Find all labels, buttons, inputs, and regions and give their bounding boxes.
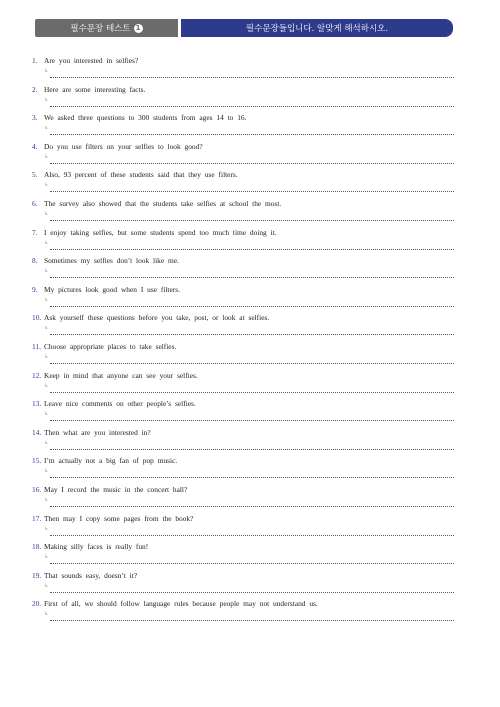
- question-number: 12.: [32, 370, 42, 380]
- answer-arrow-icon: ↳: [44, 582, 49, 589]
- question-item: [32, 570, 454, 599]
- question-text: First of all, we should follow language rules because people may not understand us.: [44, 599, 318, 609]
- question-line: [32, 141, 454, 153]
- question-number: 19.: [32, 570, 42, 580]
- dotted-answer-rule: [50, 506, 454, 507]
- answer-line[interactable]: [44, 610, 454, 621]
- question-item: [32, 227, 454, 256]
- question-text: I’m actually not a big fan of pop music.: [44, 456, 178, 466]
- answer-arrow-icon: ↳: [44, 468, 49, 475]
- dotted-answer-rule: [50, 592, 454, 593]
- answer-arrow-icon: ↳: [44, 496, 49, 503]
- question-line: [32, 341, 454, 353]
- question-number: 14.: [32, 427, 42, 437]
- answer-line[interactable]: [44, 496, 454, 507]
- answer-arrow-icon: ↳: [44, 554, 49, 561]
- question-line: [32, 255, 454, 267]
- question-line: [32, 513, 454, 525]
- question-item: [32, 341, 454, 370]
- answer-line[interactable]: [44, 324, 454, 335]
- question-line: [32, 598, 454, 610]
- question-line: [32, 484, 454, 496]
- dotted-answer-rule: [50, 535, 454, 536]
- dotted-answer-rule: [50, 420, 454, 421]
- dotted-answer-rule: [50, 277, 454, 278]
- answer-arrow-icon: ↳: [44, 439, 49, 446]
- question-line: [32, 169, 454, 181]
- answer-line[interactable]: [44, 239, 454, 250]
- question-number: 5.: [32, 170, 38, 180]
- answer-arrow-icon: ↳: [44, 182, 49, 189]
- question-list: [32, 55, 454, 627]
- question-text: We asked three questions to 300 students from ages 14 to 16.: [44, 113, 247, 123]
- answer-arrow-icon: ↳: [44, 268, 49, 275]
- question-number: 15.: [32, 456, 42, 466]
- question-item: [32, 398, 454, 427]
- question-number: 7.: [32, 227, 38, 237]
- question-line: [32, 427, 454, 439]
- question-line: [32, 370, 454, 382]
- answer-line[interactable]: [44, 153, 454, 164]
- dotted-answer-rule: [50, 134, 454, 135]
- dotted-answer-rule: [50, 477, 454, 478]
- answer-line[interactable]: [44, 181, 454, 192]
- question-line: [32, 227, 454, 239]
- question-item: [32, 427, 454, 456]
- question-item: [32, 198, 454, 227]
- question-number: 8.: [32, 256, 38, 266]
- question-number: 1.: [32, 56, 38, 65]
- answer-line[interactable]: [44, 353, 454, 364]
- dotted-answer-rule: [50, 306, 454, 307]
- dotted-answer-rule: [50, 363, 454, 364]
- question-line: [32, 541, 454, 553]
- answer-line[interactable]: [44, 124, 454, 135]
- question-number: 10.: [32, 313, 42, 323]
- dotted-answer-rule: [50, 334, 454, 335]
- question-text: Are you interested in selfies?: [44, 56, 139, 65]
- question-line: [32, 55, 454, 67]
- dotted-answer-rule: [50, 620, 454, 621]
- answer-arrow-icon: ↳: [44, 325, 49, 332]
- dotted-answer-rule: [50, 77, 454, 78]
- dotted-answer-rule: [50, 563, 454, 564]
- answer-arrow-icon: ↳: [44, 239, 49, 246]
- dotted-answer-rule: [50, 106, 454, 107]
- question-number: 17.: [32, 513, 42, 523]
- answer-arrow-icon: ↳: [44, 611, 49, 618]
- dotted-answer-rule: [50, 249, 454, 250]
- answer-arrow-icon: ↳: [44, 296, 49, 303]
- question-text: Then what are you interested in?: [44, 427, 151, 437]
- question-number: 3.: [32, 113, 38, 123]
- answer-arrow-icon: ↳: [44, 125, 49, 132]
- question-number: 9.: [32, 284, 38, 294]
- answer-line[interactable]: [44, 210, 454, 221]
- answer-arrow-icon: ↳: [44, 382, 49, 389]
- question-line: [32, 84, 454, 96]
- answer-line[interactable]: [44, 553, 454, 564]
- answer-arrow-icon: ↳: [44, 153, 49, 160]
- dotted-answer-rule: [50, 163, 454, 164]
- question-number: 6.: [32, 198, 38, 208]
- question-text: Keep in mind that anyone can see your selfies.: [44, 370, 198, 380]
- question-text: I enjoy taking selfies, but some students spend too much time doing it.: [44, 227, 277, 237]
- question-item: [32, 84, 454, 113]
- question-number: 2.: [32, 84, 38, 94]
- question-line: [32, 198, 454, 210]
- question-item: [32, 598, 454, 627]
- question-text: My pictures look good when I use filters.: [44, 284, 180, 294]
- question-item: [32, 55, 454, 84]
- page-header: [35, 19, 453, 37]
- question-text: May I record the music in the concert hall?: [44, 484, 188, 494]
- question-text: Also, 93 percent of these students said that they use filters.: [44, 170, 238, 180]
- question-line: [32, 112, 454, 124]
- question-item: [32, 112, 454, 141]
- question-number: 11.: [32, 341, 41, 351]
- question-text: The survey also showed that the students take selfies at school the most.: [44, 198, 282, 208]
- answer-arrow-icon: ↳: [44, 210, 49, 217]
- question-text: Choose appropriate places to take selfies.: [44, 341, 177, 351]
- question-text: Making silly faces is really fun!: [44, 542, 149, 552]
- question-item: [32, 255, 454, 284]
- question-text: Sometimes my selfies don’t look like me.: [44, 256, 179, 266]
- question-line: [32, 570, 454, 582]
- answer-line[interactable]: [44, 67, 454, 78]
- question-item: [32, 169, 454, 198]
- answer-arrow-icon: ↳: [44, 525, 49, 532]
- answer-line[interactable]: [44, 410, 454, 421]
- dotted-answer-rule: [50, 191, 454, 192]
- question-number: 13.: [32, 399, 42, 409]
- question-line: [32, 398, 454, 410]
- answer-line[interactable]: [44, 382, 454, 393]
- number-badge: 1: [134, 24, 143, 33]
- answer-line[interactable]: [44, 267, 454, 278]
- answer-line[interactable]: [44, 582, 454, 593]
- dotted-answer-rule: [50, 220, 454, 221]
- answer-arrow-icon: ↳: [44, 68, 49, 74]
- question-text: Here are some interesting facts.: [44, 84, 146, 94]
- test-title-tab: [35, 19, 178, 37]
- question-item: [32, 141, 454, 170]
- question-line: [32, 312, 454, 324]
- test-title: 필수문장 테스트: [70, 24, 131, 34]
- answer-arrow-icon: ↳: [44, 353, 49, 360]
- question-text: Do you use filters on your selfies to look good?: [44, 141, 203, 151]
- question-item: [32, 484, 454, 513]
- question-item: [32, 370, 454, 399]
- question-number: 18.: [32, 542, 42, 552]
- question-item: [32, 455, 454, 484]
- question-item: [32, 513, 454, 542]
- question-number: 16.: [32, 484, 42, 494]
- answer-line[interactable]: [44, 467, 454, 478]
- answer-arrow-icon: ↳: [44, 96, 49, 103]
- question-text: That sounds easy, doesn’t it?: [44, 570, 137, 580]
- instruction-banner: [181, 19, 453, 37]
- question-text: Leave nice comments on other people’s selfies.: [44, 399, 196, 409]
- question-text: Ask yourself these questions before you take, post, or look at selfies.: [44, 313, 270, 323]
- answer-line[interactable]: [44, 439, 454, 450]
- dotted-answer-rule: [50, 449, 454, 450]
- question-number: 20.: [32, 599, 42, 609]
- question-item: [32, 541, 454, 570]
- answer-arrow-icon: ↳: [44, 411, 49, 418]
- instruction-text: 필수문장들입니다. 알맞게 해석하시오.: [245, 24, 389, 34]
- question-line: [32, 284, 454, 296]
- question-number: 4.: [32, 141, 38, 151]
- answer-line[interactable]: [44, 525, 454, 536]
- answer-line[interactable]: [44, 96, 454, 107]
- question-item: [32, 284, 454, 313]
- dotted-answer-rule: [50, 392, 454, 393]
- answer-line[interactable]: [44, 296, 454, 307]
- question-item: [32, 312, 454, 341]
- question-line: [32, 455, 454, 467]
- question-text: Then may I copy some pages from the book?: [44, 513, 194, 523]
